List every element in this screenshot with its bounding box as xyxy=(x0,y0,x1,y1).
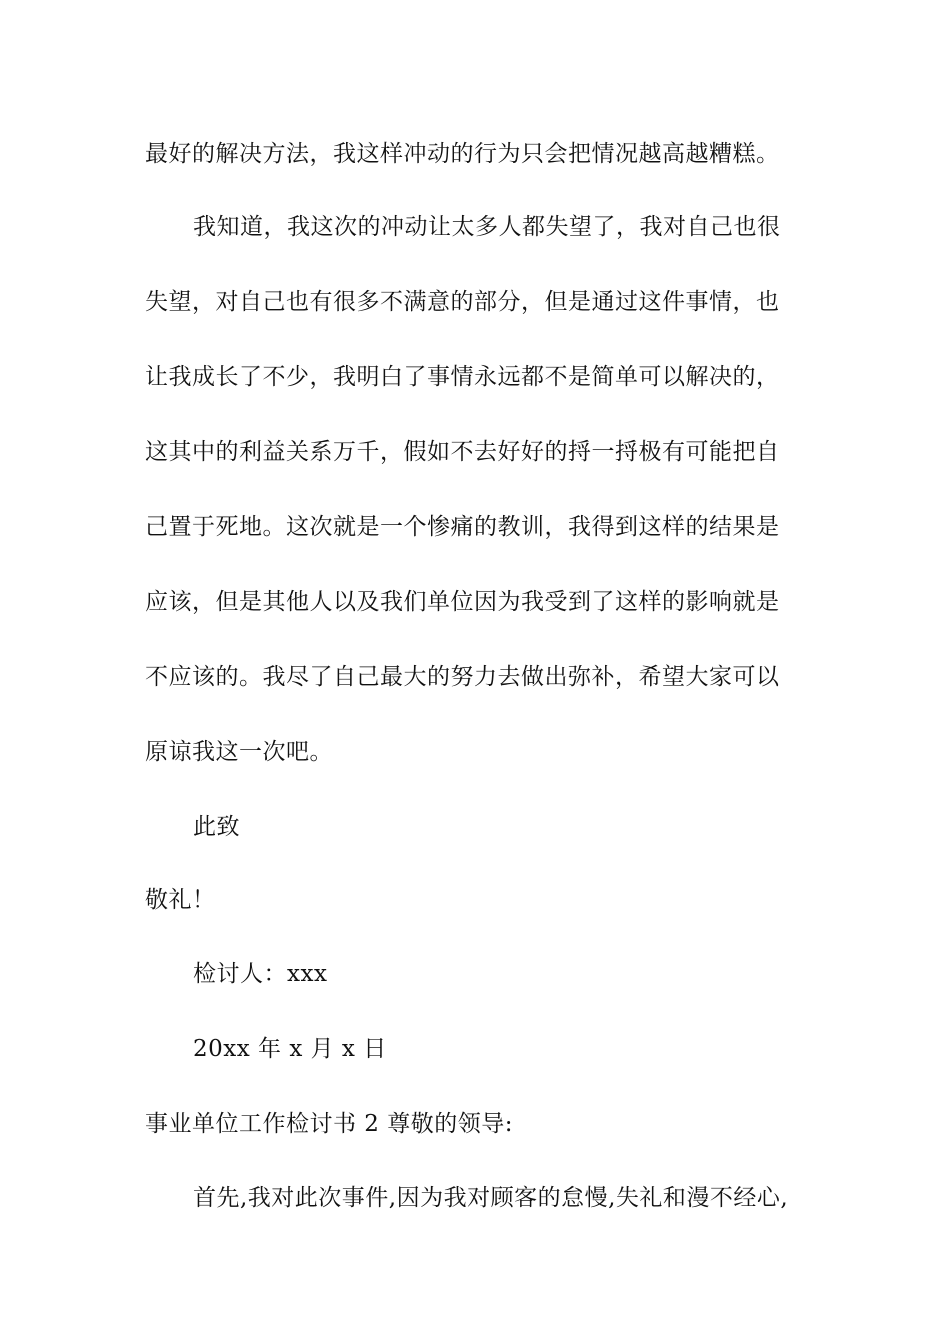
paragraph-line: 己置于死地。这次就是一个惨痛的教训，我得到这样的结果是 xyxy=(145,514,780,540)
signature-date: 20xx 年 x 月 x 日 xyxy=(193,1036,387,1062)
section-heading: 事业单位工作检讨书 2 尊敬的领导: xyxy=(145,1111,514,1137)
paragraph-line: 原谅我这一次吧。 xyxy=(145,739,333,765)
paragraph-line: 我知道，我这次的冲动让太多人都失望了，我对自己也很 xyxy=(193,214,781,240)
paragraph-line: 不应该的。我尽了自己最大的努力去做出弥补，希望大家可以 xyxy=(145,664,780,690)
paragraph-line: 失望，对自己也有很多不满意的部分，但是通过这件事情，也 xyxy=(145,289,780,315)
signature-author: 检讨人：xxx xyxy=(193,961,328,987)
paragraph-line: 应该，但是其他人以及我们单位因为我受到了这样的影响就是 xyxy=(145,589,780,615)
closing-regards: 敬礼！ xyxy=(145,887,216,913)
paragraph-line: 首先,我对此次事件,因为我对顾客的怠慢,失礼和漫不经心, xyxy=(193,1185,789,1211)
closing-salutation: 此致 xyxy=(193,814,240,840)
paragraph-line: 让我成长了不少，我明白了事情永远都不是简单可以解决的， xyxy=(145,364,780,390)
paragraph-line: 最好的解决方法，我这样冲动的行为只会把情况越高越糟糕。 xyxy=(145,141,780,167)
paragraph-line: 这其中的利益关系万千，假如不去好好的捋一捋极有可能把自 xyxy=(145,439,780,465)
